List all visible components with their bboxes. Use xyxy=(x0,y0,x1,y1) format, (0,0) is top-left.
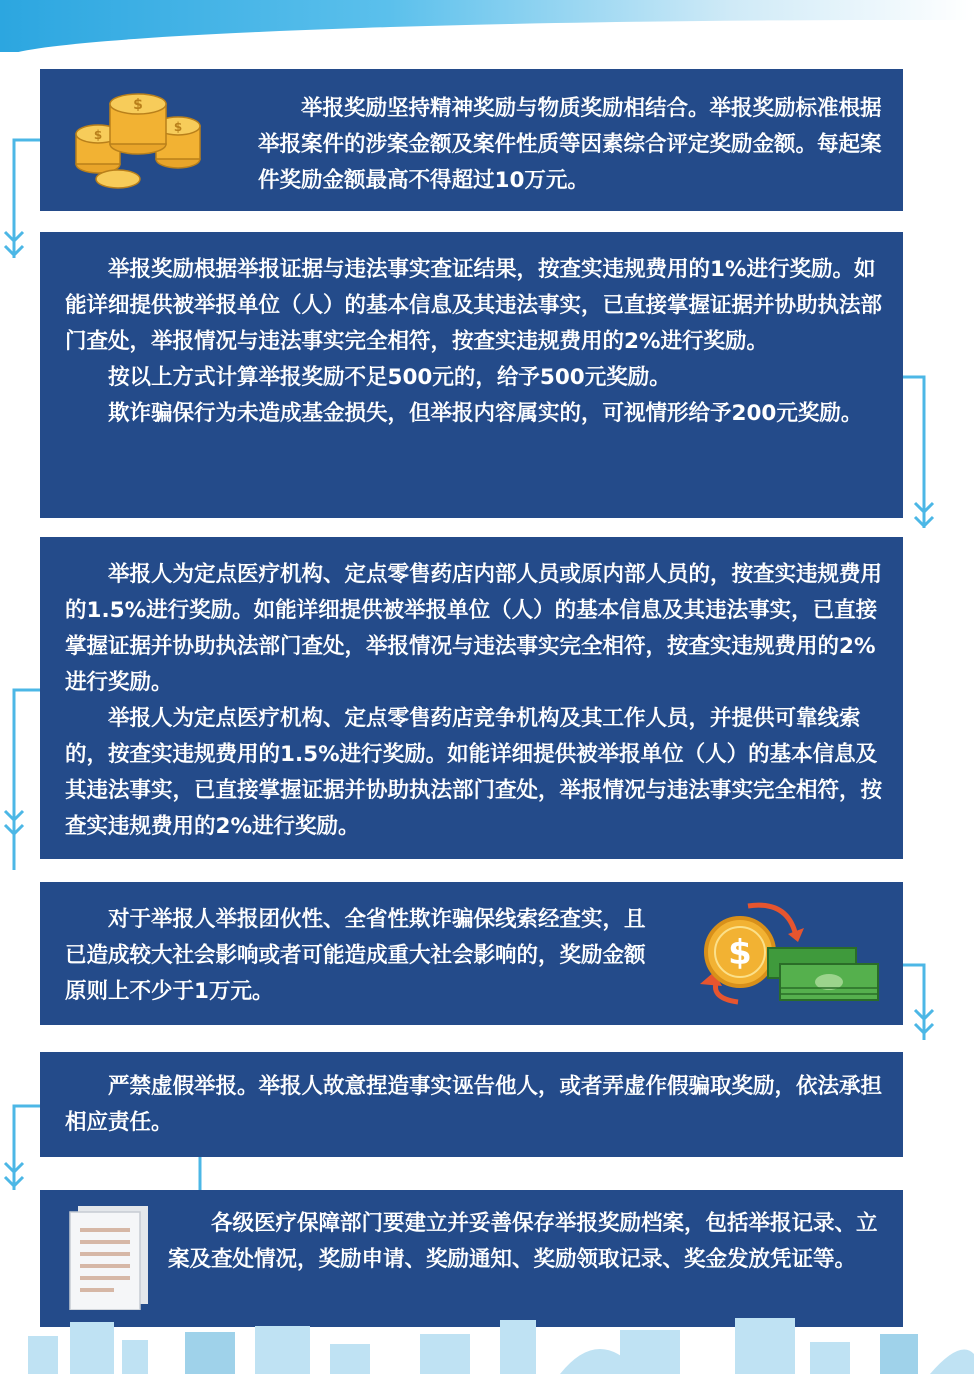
insider-reward-panel xyxy=(40,537,903,859)
gang-fraud-text: 对于举报人举报团伙性、全省性欺诈骗保线索经查实，且已造成较大社会影响或者可能造成重大社会影响的，奖励金额原则上不少于1万元。 xyxy=(65,907,646,1004)
svg-text:$: $ xyxy=(173,120,183,134)
svg-text:$: $ xyxy=(93,128,103,142)
reward-principle-text: 举报奖励坚持精神奖励与物质奖励相结合。举报奖励标准根据举报案件的涉案金额及案件性质等因素综合评定奖励金额。每起案件奖励金额最高不得超过10万元。 xyxy=(258,96,882,193)
archive-panel xyxy=(40,1190,903,1327)
reward-ratio-panel xyxy=(40,232,903,518)
reward-ratio-text-1: 举报奖励根据举报证据与违法事实查证结果，按查实违规费用的1%进行奖励。如能详细提供被举报单位（人）的基本信息及其违法事实，已直接掌握证据并协助执法部门查处，举报情况与违法事实完全相符，按查实违规费用的2%进行奖励。 xyxy=(65,257,883,354)
false-report-text: 严禁虚假举报。举报人故意捏造事实诬告他人，或者弄虚作假骗取奖励，依法承担相应责任。 xyxy=(65,1074,883,1135)
insider-reward-text-1: 举报人为定点医疗机构、定点零售药店内部人员或原内部人员的，按查实违规费用的1.5%进行奖励。如能详细提供被举报单位（人）的基本信息及其违法事实，已直接掌握证据并协助执法部门查处，举报情况与违法事实完全相符，按查实违规费用的2%进行奖励。 xyxy=(65,562,883,695)
document-icon xyxy=(64,1206,154,1310)
reward-ratio-text-2: 按以上方式计算举报奖励不足500元的，给予500元奖励。 xyxy=(108,365,671,390)
svg-text:$: $ xyxy=(133,97,143,113)
dollar-cash-exchange-icon xyxy=(688,898,888,1008)
false-report-panel xyxy=(40,1052,903,1157)
svg-text:$: $ xyxy=(728,933,752,973)
coins-icon xyxy=(58,84,208,194)
city-skyline xyxy=(0,1314,974,1374)
archive-text: 各级医疗保障部门要建立并妥善保存举报奖励档案，包括举报记录、立案及查处情况，奖励申请、奖励通知、奖励领取记录、奖金发放凭证等。 xyxy=(168,1211,878,1272)
reward-ratio-text-3: 欺诈骗保行为未造成基金损失，但举报内容属实的，可视情形给予200元奖励。 xyxy=(108,401,863,426)
insider-reward-text-2: 举报人为定点医疗机构、定点零售药店竞争机构及其工作人员，并提供可靠线索的，按查实违规费用的1.5%进行奖励。如能详细提供被举报单位（人）的基本信息及其违法事实，已直接掌握证据并协助执法部门查处，举报情况与违法事实完全相符，按查实违规费用的2%进行奖励。 xyxy=(65,706,883,839)
